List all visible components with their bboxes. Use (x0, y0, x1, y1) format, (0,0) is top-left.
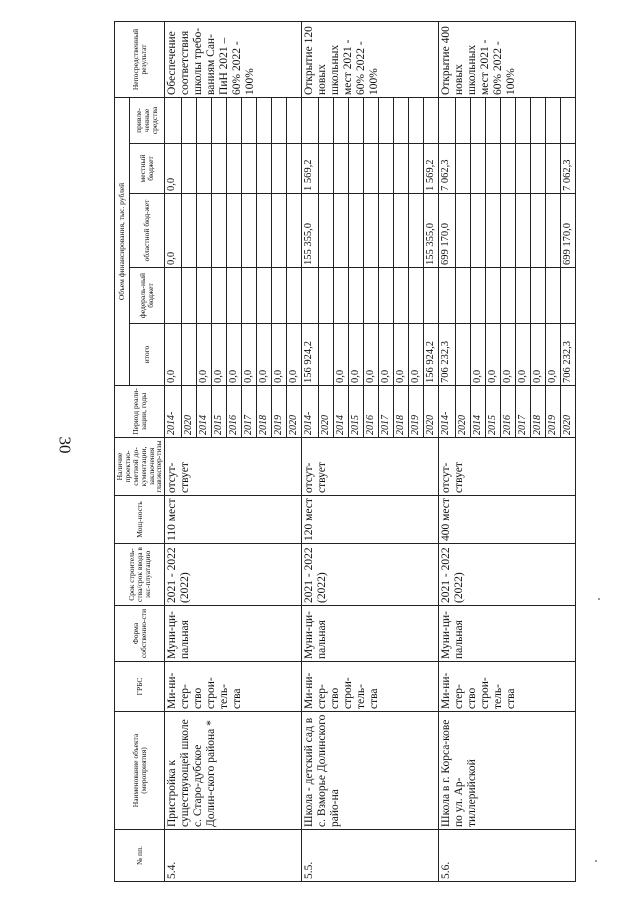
local-cell (242, 144, 257, 194)
federal-cell (424, 268, 439, 324)
result-cell: Открытие 120 новых школьных мест 2021 - 60% 2022 - 100% (302, 21, 439, 97)
header-local: местный бюджет (129, 144, 165, 194)
local-cell (319, 144, 334, 194)
attracted-cell (409, 97, 424, 143)
header-attracted: привле-ченные средства (129, 97, 165, 143)
federal-cell (531, 268, 546, 324)
period-cell: 2017 (379, 386, 394, 438)
total-cell (456, 324, 471, 386)
local-cell: 1 569,2 (424, 144, 439, 194)
total-cell: 706 232,3 (561, 324, 576, 386)
period-cell: 2020 (561, 386, 576, 438)
total-cell (319, 324, 334, 386)
local-cell: 1 569,2 (302, 144, 319, 194)
period-cell: 2020 (424, 386, 439, 438)
federal-cell (561, 268, 576, 324)
attracted-cell (364, 97, 379, 143)
federal-cell (272, 268, 287, 324)
regional-cell: 155 355,0 (302, 194, 319, 268)
regional-cell (197, 194, 212, 268)
local-cell (257, 144, 272, 194)
attracted-cell (287, 97, 302, 143)
federal-cell (302, 268, 319, 324)
regional-cell (257, 194, 272, 268)
page-number: 30 (55, 436, 75, 454)
attracted-cell (272, 97, 287, 143)
local-cell (501, 144, 516, 194)
header-num: № пп. (115, 830, 165, 882)
total-cell: 0,0 (531, 324, 546, 386)
term-cell: 2021 - 2022 (2022) (165, 544, 302, 606)
federal-cell (439, 268, 456, 324)
total-cell: 0,0 (349, 324, 364, 386)
period-cell: 2020 (456, 386, 471, 438)
total-cell: 0,0 (272, 324, 287, 386)
grbs-cell: Ми-ни-стер-ство строи-тель-ства (165, 662, 302, 712)
period-cell: 2019 (409, 386, 424, 438)
local-cell (456, 144, 471, 194)
table-body (165, 21, 576, 881)
object-name: Школа в г. Корса-кове по ул. Ар-тиллерийской (439, 712, 576, 830)
federal-cell (394, 268, 409, 324)
header-ownership: Форма собственно-сти (115, 606, 165, 662)
period-cell: 2017 (242, 386, 257, 438)
federal-cell (364, 268, 379, 324)
term-cell: 2021 - 2022 (2022) (302, 544, 439, 606)
period-cell: 2017 (516, 386, 531, 438)
local-cell (379, 144, 394, 194)
federal-cell (486, 268, 501, 324)
total-cell (182, 324, 197, 386)
regional-cell (272, 194, 287, 268)
grbs-cell: Ми-ни-стер-ство строи-тель-ства (302, 662, 439, 712)
period-cell: 2015 (349, 386, 364, 438)
header-term: Срок строитель-ства/срок ввода в экс-плуатацию (115, 544, 165, 606)
total-cell: 156 924,2 (302, 324, 319, 386)
table-row (439, 21, 456, 881)
total-cell: 0,0 (242, 324, 257, 386)
federal-cell (227, 268, 242, 324)
total-cell: 156 924,2 (424, 324, 439, 386)
total-cell: 0,0 (516, 324, 531, 386)
regional-cell (501, 194, 516, 268)
period-cell: 2016 (364, 386, 379, 438)
regional-cell (334, 194, 349, 268)
local-cell (409, 144, 424, 194)
ownership-cell: Муни-ци-пальная (302, 606, 439, 662)
federal-cell (287, 268, 302, 324)
header-period: Период реали-зации, годы (115, 386, 165, 438)
federal-cell (409, 268, 424, 324)
federal-cell (349, 268, 364, 324)
total-cell: 0,0 (334, 324, 349, 386)
program-table (114, 21, 576, 882)
attracted-cell (439, 97, 456, 143)
total-cell: 0,0 (501, 324, 516, 386)
regional-cell (182, 194, 197, 268)
local-cell (364, 144, 379, 194)
period-cell: 2014- (165, 386, 182, 438)
period-cell: 2020 (319, 386, 334, 438)
result-cell: Обеспечение соответствия школы требо-ваниям Сан-ПиН 2021 – 60% 2022 - 100% (165, 21, 302, 97)
regional-cell (546, 194, 561, 268)
object-name: Пристройка к существующей школе с. Старо-дубское Долин-ского района * (165, 712, 302, 830)
local-cell (471, 144, 486, 194)
total-cell: 0,0 (257, 324, 272, 386)
attracted-cell (319, 97, 334, 143)
period-cell: 2020 (182, 386, 197, 438)
local-cell: 7 062,3 (561, 144, 576, 194)
capacity-cell: 400 мест (439, 496, 576, 544)
regional-cell (364, 194, 379, 268)
federal-cell (319, 268, 334, 324)
regional-cell (227, 194, 242, 268)
table-row (165, 21, 182, 881)
attracted-cell (349, 97, 364, 143)
total-cell: 0,0 (546, 324, 561, 386)
attracted-cell (379, 97, 394, 143)
attracted-cell (486, 97, 501, 143)
period-cell: 2016 (501, 386, 516, 438)
psd-cell: отсут-ствует (165, 438, 302, 496)
regional-cell (471, 194, 486, 268)
federal-cell (212, 268, 227, 324)
attracted-cell (516, 97, 531, 143)
federal-cell (257, 268, 272, 324)
attracted-cell (242, 97, 257, 143)
attracted-cell (546, 97, 561, 143)
header-total: итого (129, 324, 165, 386)
regional-cell: 699 170,0 (439, 194, 456, 268)
local-cell (227, 144, 242, 194)
total-cell: 0,0 (409, 324, 424, 386)
total-cell: 0,0 (165, 324, 182, 386)
regional-cell: 155 355,0 (424, 194, 439, 268)
header-federal: федераль-ный бюджет (129, 268, 165, 324)
federal-cell (471, 268, 486, 324)
header-result: Непосредственный результат (115, 21, 165, 97)
federal-cell (456, 268, 471, 324)
local-cell (287, 144, 302, 194)
federal-cell (379, 268, 394, 324)
period-cell: 2015 (212, 386, 227, 438)
regional-cell: 0,0 (165, 194, 182, 268)
local-cell: 7 062,3 (439, 144, 456, 194)
scan-speck (595, 860, 597, 862)
header-grbs: ГРБС (115, 662, 165, 712)
attracted-cell (197, 97, 212, 143)
attracted-cell (257, 97, 272, 143)
federal-cell (516, 268, 531, 324)
attracted-cell (227, 97, 242, 143)
period-cell: 2020 (287, 386, 302, 438)
period-cell: 2014 (197, 386, 212, 438)
total-cell: 0,0 (287, 324, 302, 386)
grbs-cell: Ми-ни-стер-ство строи-тель-ства (439, 662, 576, 712)
regional-cell (456, 194, 471, 268)
ownership-cell: Муни-ци-пальная (439, 606, 576, 662)
total-cell: 0,0 (364, 324, 379, 386)
period-cell: 2018 (531, 386, 546, 438)
row-number: 5.6. (439, 830, 576, 882)
period-cell: 2014 (334, 386, 349, 438)
regional-cell (531, 194, 546, 268)
attracted-cell (394, 97, 409, 143)
header-funding: Объем финансирования, тыс. рублей (115, 97, 130, 385)
row-number: 5.4. (165, 830, 302, 882)
federal-cell (501, 268, 516, 324)
local-cell: 0,0 (165, 144, 182, 194)
period-cell: 2014- (439, 386, 456, 438)
local-cell (486, 144, 501, 194)
regional-cell (319, 194, 334, 268)
capacity-cell: 110 мест (165, 496, 302, 544)
federal-cell (165, 268, 182, 324)
term-cell: 2021 - 2022 (2022) (439, 544, 576, 606)
regional-cell (242, 194, 257, 268)
federal-cell (334, 268, 349, 324)
regional-cell (287, 194, 302, 268)
attracted-cell (212, 97, 227, 143)
attracted-cell (165, 97, 182, 143)
local-cell (334, 144, 349, 194)
scan-speck (598, 598, 600, 600)
regional-cell (349, 194, 364, 268)
capacity-cell: 120 мест (302, 496, 439, 544)
psd-cell: отсут-ствует (302, 438, 439, 496)
header-regional: областной бюд-жет (129, 194, 165, 268)
local-cell (212, 144, 227, 194)
total-cell: 706 232,3 (439, 324, 456, 386)
regional-cell (394, 194, 409, 268)
psd-cell: отсут-ствует (439, 438, 576, 496)
local-cell (516, 144, 531, 194)
regional-cell (516, 194, 531, 268)
object-name: Школа - детский сад в с. Взморье Долинского райо-на (302, 712, 439, 830)
period-cell: 2015 (486, 386, 501, 438)
federal-cell (182, 268, 197, 324)
period-cell: 2016 (227, 386, 242, 438)
regional-cell (486, 194, 501, 268)
row-number: 5.5. (302, 830, 439, 882)
period-cell: 2018 (257, 386, 272, 438)
total-cell: 0,0 (227, 324, 242, 386)
total-cell: 0,0 (486, 324, 501, 386)
regional-cell: 699 170,0 (561, 194, 576, 268)
total-cell: 0,0 (394, 324, 409, 386)
header-name: Наименование объекта (мероприятия) (115, 712, 165, 830)
attracted-cell (561, 97, 576, 143)
local-cell (197, 144, 212, 194)
local-cell (394, 144, 409, 194)
regional-cell (409, 194, 424, 268)
local-cell (182, 144, 197, 194)
attracted-cell (471, 97, 486, 143)
period-cell: 2019 (546, 386, 561, 438)
period-cell: 2014- (302, 386, 319, 438)
total-cell: 0,0 (379, 324, 394, 386)
header-capacity: Мощ-ность (115, 496, 165, 544)
regional-cell (212, 194, 227, 268)
local-cell (531, 144, 546, 194)
total-cell: 0,0 (197, 324, 212, 386)
rotated-table-wrapper (114, 22, 574, 882)
header-psd: Наличие проектно-сметной до-кументации, заключения главэкспер-тизы (115, 438, 165, 496)
result-cell: Открытие 400 новых школьных мест 2021 - 60% 2022 - 100% (439, 21, 576, 97)
total-cell: 0,0 (212, 324, 227, 386)
attracted-cell (531, 97, 546, 143)
attracted-cell (424, 97, 439, 143)
local-cell (272, 144, 287, 194)
period-cell: 2018 (394, 386, 409, 438)
federal-cell (197, 268, 212, 324)
federal-cell (242, 268, 257, 324)
attracted-cell (334, 97, 349, 143)
local-cell (546, 144, 561, 194)
period-cell: 2019 (272, 386, 287, 438)
federal-cell (546, 268, 561, 324)
attracted-cell (456, 97, 471, 143)
attracted-cell (182, 97, 197, 143)
ownership-cell: Муни-ци-пальная (165, 606, 302, 662)
attracted-cell (302, 97, 319, 143)
period-cell: 2014 (471, 386, 486, 438)
regional-cell (379, 194, 394, 268)
table-row (302, 21, 319, 881)
total-cell: 0,0 (471, 324, 486, 386)
attracted-cell (501, 97, 516, 143)
local-cell (349, 144, 364, 194)
